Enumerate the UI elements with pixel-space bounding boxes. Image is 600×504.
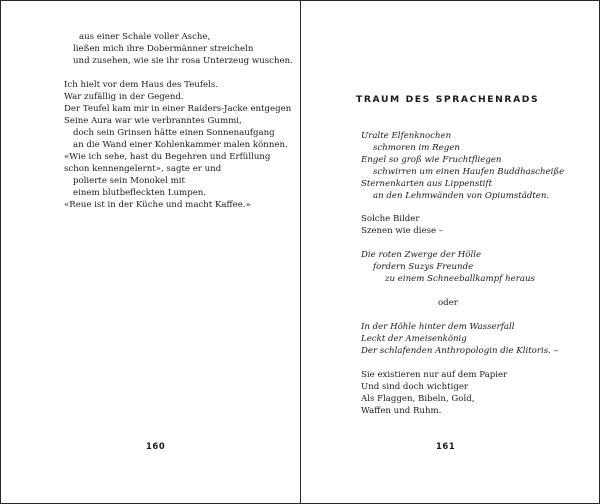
poem-line: Engel so groß wie Fruchtfliegen <box>361 155 502 165</box>
poem-line: Waffen und Ruhm. <box>361 406 442 416</box>
poem-line: «Reue ist in der Küche und macht Kaffee.» <box>64 200 251 210</box>
poem-line: Ich hielt vor dem Haus des Teufels. <box>64 80 218 90</box>
poem-line: Sternenkarten aus Lippenstift <box>361 179 493 189</box>
poem-line: polierte sein Monokel mit <box>73 176 185 186</box>
poem-line: aus einer Schale voller Asche, <box>79 32 211 42</box>
poem-line: schmoren im Regen <box>373 143 460 153</box>
page-number: 161 <box>436 441 456 451</box>
poem-line: Der schlafenden Anthropologin die Klitoris. – <box>361 346 558 356</box>
poem-line: einem blutbefleckten Lumpen. <box>73 188 207 198</box>
poem-line: zu einem Schneeballkampf heraus <box>385 274 535 284</box>
left-page <box>1 1 300 503</box>
poem-line: Leckt der Ameisenkönig <box>361 334 467 344</box>
poem-line: und zusehen, wie sie ihr rosa Unterzeug wuschen. <box>73 56 293 66</box>
poem-line: Und sind doch wichtiger <box>361 382 469 392</box>
poem-line: Der Teufel kam mir in einer Raiders-Jacke entgegen <box>64 104 292 114</box>
poem-line: Sie existieren nur auf dem Papier <box>361 370 508 380</box>
poem-line: Solche Bilder <box>361 214 420 224</box>
poem-line: ließen mich ihre Dobermänner streicheln <box>73 44 254 54</box>
poem-title: TRAUM DES SPRACHENRADS <box>356 94 540 105</box>
poem-line: In der Höhle hinter dem Wasserfall <box>361 322 515 332</box>
poem-line: an den Lehmwänden von Opiumstädten. <box>373 191 550 201</box>
poem-line: doch sein Grinsen hätte einen Sonnenaufgang <box>73 128 275 138</box>
poem-line: Szenen wie diese – <box>361 226 444 236</box>
right-page <box>301 1 599 503</box>
poem-line: Uralte Elfenknochen <box>361 131 452 141</box>
page-number: 160 <box>146 441 166 451</box>
poem-line: Als Flaggen, Bibeln, Gold, <box>361 394 475 404</box>
poem-line: Die roten Zwerge der Hölle <box>361 250 482 260</box>
poem-line: Seine Aura war wie verbranntes Gummi, <box>64 116 242 126</box>
poem-line: fordern Suzys Freunde <box>373 262 474 272</box>
poem-line: schon kennengelernt», sagte er und <box>64 164 222 174</box>
poem-line: «Wie ich sehe, hast du Begehren und Erfüllung <box>64 152 271 162</box>
poem-line: schwirren um einen Haufen Buddhascheiße <box>373 167 565 177</box>
poem-line: oder <box>438 298 458 308</box>
poem-line: an die Wand einer Kohlenkammer malen können. <box>73 140 288 150</box>
poem-line: War zufällig in der Gegend. <box>64 92 184 102</box>
